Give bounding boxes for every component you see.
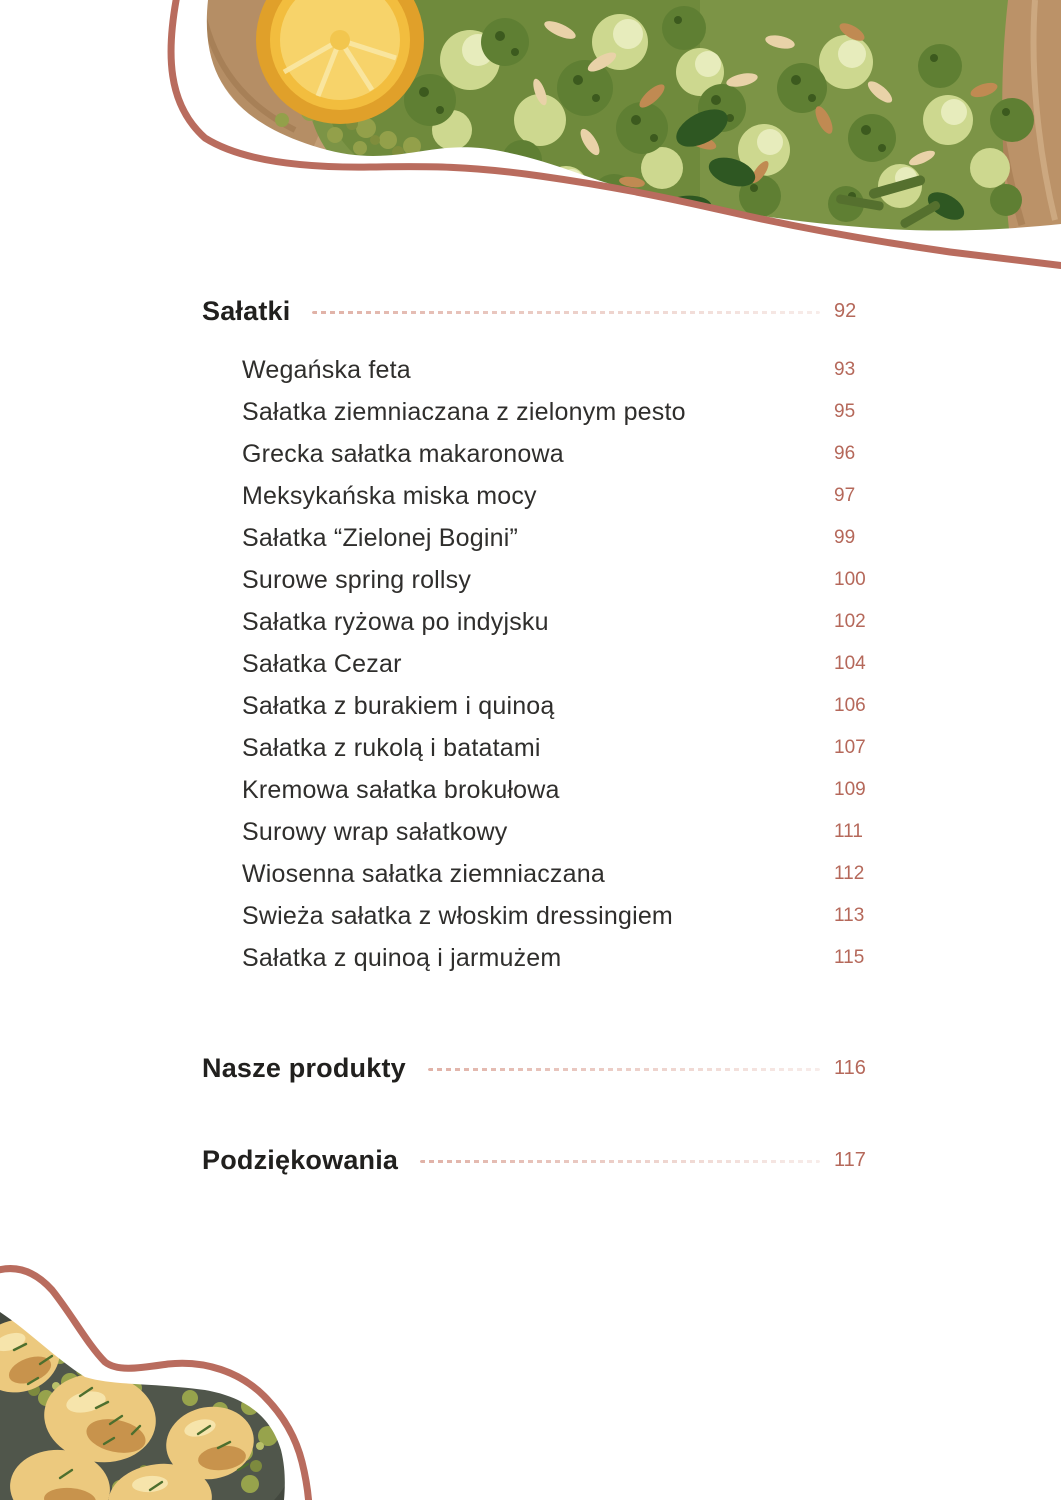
toc-item-title: Sałatka z rukolą i batatami (242, 733, 541, 762)
toc-item-page-number: 93 (834, 359, 856, 380)
toc-item[interactable] (202, 391, 870, 433)
toc-section-page-number: 117 (834, 1148, 866, 1171)
toc-item-title: Sałatka ryżowa po indyjsku (242, 607, 549, 636)
toc-item[interactable] (202, 769, 870, 811)
toc-item[interactable] (202, 349, 870, 391)
toc-section-podziekowania[interactable] (202, 1141, 870, 1179)
toc-item-title: Meksykańska miska mocy (242, 481, 537, 510)
toc-item[interactable] (202, 727, 870, 769)
toc-item[interactable] (202, 937, 870, 979)
toc-section-page-number: 92 (834, 299, 857, 322)
toc-section-salatki[interactable] (202, 292, 870, 330)
toc-item-page-number: 112 (834, 863, 865, 884)
dotted-leader (312, 311, 820, 314)
dotted-leader (428, 1068, 820, 1071)
toc-item-title: Wegańska feta (242, 355, 411, 384)
toc-item-page-number: 97 (834, 485, 856, 506)
toc-item-page-number: 106 (834, 695, 866, 716)
toc-item[interactable] (202, 433, 870, 475)
bottom-photo-fried-potatoes-peas (0, 1238, 340, 1500)
toc-section-page-number: 116 (834, 1056, 866, 1079)
toc-item-title: Swieża sałatka z włoskim dressingiem (242, 901, 673, 930)
toc-item[interactable] (202, 853, 870, 895)
toc-section-title: Sałatki (202, 295, 291, 326)
dotted-leader (420, 1160, 820, 1163)
toc-item-title: Grecka sałatka makaronowa (242, 439, 564, 468)
toc-section-nasze-produkty[interactable] (202, 1049, 870, 1087)
toc-item-title: Surowy wrap sałatkowy (242, 817, 508, 846)
toc-item-title: Sałatka “Zielonej Bogini” (242, 523, 518, 552)
toc-item-list (202, 349, 870, 979)
toc-section-title: Podziękowania (202, 1144, 399, 1175)
toc-item[interactable] (202, 685, 870, 727)
toc-item-page-number: 107 (834, 737, 866, 758)
toc-item-page-number: 95 (834, 401, 856, 422)
toc-item-title: Sałatka z burakiem i quinoą (242, 691, 555, 720)
toc-item-title: Surowe spring rollsy (242, 565, 472, 594)
toc-item[interactable] (202, 895, 870, 937)
top-photo-pesto-potato-salad (0, 0, 1061, 320)
toc-item[interactable] (202, 643, 870, 685)
toc-item-page-number: 96 (834, 443, 856, 464)
toc-item[interactable] (202, 811, 870, 853)
toc-item[interactable] (202, 601, 870, 643)
toc-item-title: Kremowa sałatka brokułowa (242, 775, 560, 804)
toc-item-page-number: 109 (834, 779, 866, 800)
toc-item-title: Sałatka z quinoą i jarmużem (242, 943, 562, 972)
toc-item-page-number: 115 (834, 947, 865, 968)
toc-item-page-number: 111 (834, 821, 863, 842)
toc-item[interactable] (202, 517, 870, 559)
toc-item-title: Wiosenna sałatka ziemniaczana (242, 859, 605, 888)
toc-item-page-number: 113 (834, 905, 865, 926)
toc-item-title: Sałatka Cezar (242, 649, 402, 678)
toc-item-page-number: 104 (834, 653, 866, 674)
toc-item-page-number: 102 (834, 611, 866, 632)
toc-item[interactable] (202, 559, 870, 601)
toc-item-title: Sałatka ziemniaczana z zielonym pesto (242, 397, 686, 426)
toc-item-page-number: 99 (834, 527, 856, 548)
toc-item[interactable] (202, 475, 870, 517)
toc-item-page-number: 100 (834, 569, 866, 590)
toc-section-title: Nasze produkty (202, 1052, 406, 1083)
